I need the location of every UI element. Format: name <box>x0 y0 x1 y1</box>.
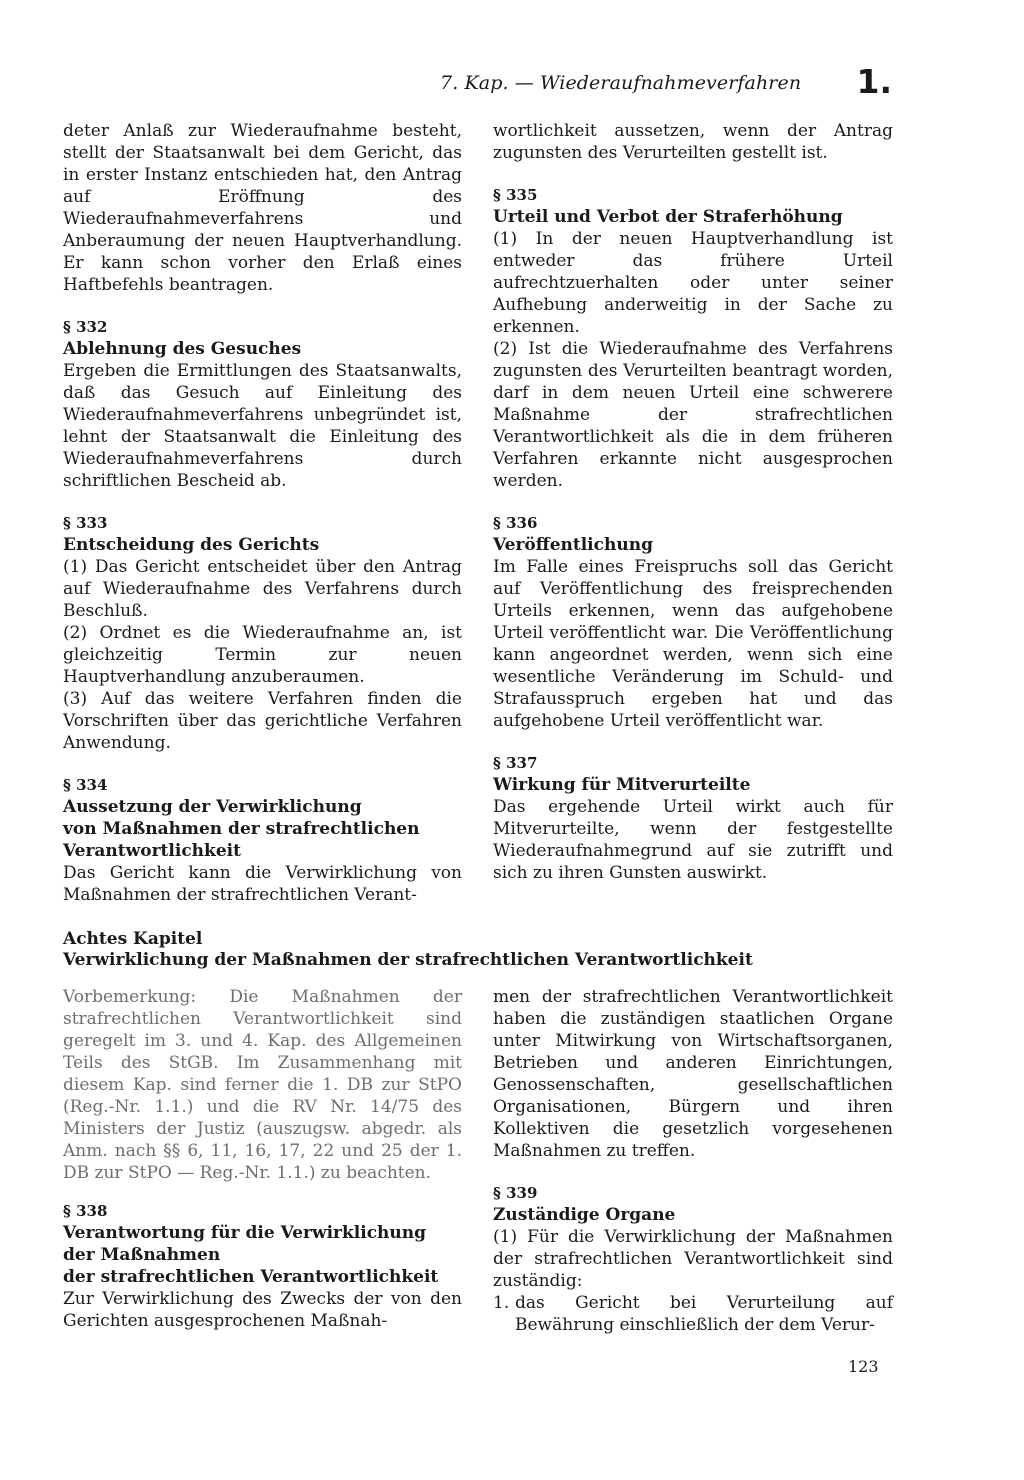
section-336-text: Im Falle eines Freispruchs soll das Gericht auf Veröffentlichung des freisprechenden Urteils erkennen, wenn das aufgehobene Urteil veröffentlicht war. Die Veröffentlichung kann angeordnet werden, wenn sich eine wesentliche Veränderung im Schuld- und Strafausspruch ergeben hat und das aufgehobene Urteil veröffentlicht war. <box>493 557 893 731</box>
section-338-title-line-2: der Maßnahmen <box>63 1245 221 1265</box>
list-item <box>493 1292 893 1336</box>
section-338-number: § 338 <box>63 1202 108 1220</box>
section-339-title: Zuständige Organe <box>493 1205 676 1225</box>
list-item-text: das Gericht bei Verurteilung auf Bewährung einschließlich der dem Verur- <box>515 1293 893 1335</box>
running-header <box>440 62 900 106</box>
section-333-paragraph-2: (2) Ordnet es die Wiederaufnahme an, ist gleichzeitig Termin zur neuen Hauptverhandlung anzuberaumen. <box>63 623 462 687</box>
section-332-number: § 332 <box>63 318 108 336</box>
section-334-text: Das Gericht kann die Verwirklichung von Maßnahmen der strafrechtlichen Verant- <box>63 863 462 905</box>
section-338-title-line-1: Verantwortung für die Verwirklichung <box>63 1223 427 1243</box>
section-338-title-line-3: der strafrechtlichen Verantwortlichkeit <box>63 1267 439 1287</box>
section-333-paragraph-1: (1) Das Gericht entscheidet über den Antrag auf Wiederaufnahme des Verfahrens durch Beschluß. <box>63 557 462 621</box>
chapter-label: Achtes Kapitel <box>63 929 203 949</box>
left-column-bottom <box>63 986 462 1332</box>
chapter-title: Verwirklichung der Maßnahmen der strafrechtlichen Verantwortlichkeit <box>63 950 753 970</box>
section-337-text: Das ergehende Urteil wirkt auch für Mitverurteilte, wenn der festgestellte Wiederaufnahmegrund auf sie zutrifft und sich zu ihren Gunsten auswirkt. <box>493 797 893 883</box>
section-339-number: § 339 <box>493 1184 538 1202</box>
section-334-title-line-1: Aussetzung der Verwirklichung <box>63 797 362 817</box>
chapter-heading <box>63 929 783 971</box>
section-338-text: Zur Verwirklichung des Zwecks der von den Gerichten ausgesprochenen Maßnah- <box>63 1289 462 1331</box>
section-332-title: Ablehnung des Gesuches <box>63 339 302 359</box>
section-335-number: § 335 <box>493 186 538 204</box>
paragraph-continuation: men der strafrechtlichen Verantwortlichkeit haben die zuständigen staatlichen Organe unter Mitwirkung von Wirtschaftsorganen, Betrieben und anderen Einrichtungen, Genossenschaften, gesellschaftlichen Organisationen, Bürgern und ihren Kollektiven die gesetzlich vorgesehenen Maßnahmen zu treffen. <box>493 987 893 1161</box>
section-334-title-line-2: von Maßnahmen der strafrechtlichen <box>63 819 420 839</box>
list-item-number: 1. <box>493 1293 510 1313</box>
header-title: 7. Kap. — Wiederaufnahmeverfahren <box>440 72 802 94</box>
section-335-title: Urteil und Verbot der Straferhöhung <box>493 207 843 227</box>
section-335-paragraph-2: (2) Ist die Wiederaufnahme des Verfahrens zugunsten des Verurteilten beantragt worden, darf in dem neuen Urteil eine schwerere Maßnahme der strafrechtlichen Verantwortlichkeit als die in dem früheren Verfahren erkannte nicht ausgesprochen werden. <box>493 339 893 491</box>
section-332-text: Ergeben die Ermittlungen des Staatsanwalts, daß das Gesuch auf Einleitung des Wiederaufnahmeverfahrens unbegründet ist, lehnt der Staatsanwalt die Einleitung des Wiederaufnahmeverfahrens durch schriftlichen Bescheid ab. <box>63 361 462 491</box>
section-334-number: § 334 <box>63 776 108 794</box>
section-337-number: § 337 <box>493 754 538 772</box>
section-337-title: Wirkung für Mitverurteilte <box>493 775 751 795</box>
section-333-title: Entscheidung des Gerichts <box>63 535 320 555</box>
right-column-bottom <box>493 986 893 1336</box>
section-336-number: § 336 <box>493 514 538 532</box>
header-chapter-number: 1. <box>856 62 892 101</box>
paragraph-continuation: deter Anlaß zur Wiederaufnahme besteht, stellt der Staatsanwalt bei dem Gericht, das in erster Instanz entschieden hat, den Antrag auf Eröffnung des Wiederaufnahmeverfahrens und Anberaumung der neuen Hauptverhandlung. Er kann schon vorher den Erlaß eines Haftbefehls beantragen. <box>63 121 462 295</box>
preliminary-remark: Vorbemerkung: Die Maßnahmen der strafrechtlichen Verantwortlichkeit sind geregelt im 3. und 4. Kap. des Allgemeinen Teils des StGB. Im Zusammenhang mit diesem Kap. sind ferner die 1. DB zur StPO (Reg.-Nr. 1.1.) und die RV Nr. 14/75 des Ministers der Justiz (auszugsw. abgedr. als Anm. nach §§ 6, 11, 16, 17, 22 und 25 der 1. DB zur StPO — Reg.-Nr. 1.1.) zu beachten. <box>63 987 462 1183</box>
page-number: 123 <box>848 1357 879 1376</box>
section-339-paragraph-1: (1) Für die Verwirklichung der Maßnahmen der strafrechtlichen Verantwortlichkeit sind zuständig: <box>493 1227 893 1291</box>
section-333-number: § 333 <box>63 514 108 532</box>
section-336-title: Veröffentlichung <box>493 535 653 555</box>
paragraph-continuation: wortlichkeit aussetzen, wenn der Antrag zugunsten des Verurteilten gestellt ist. <box>493 121 893 163</box>
section-333-paragraph-3: (3) Auf das weitere Verfahren finden die Vorschriften über das gerichtliche Verfahren Anwendung. <box>63 689 462 753</box>
section-335-paragraph-1: (1) In der neuen Hauptverhandlung ist entweder das frühere Urteil aufrechtzuerhalten oder unter seiner Aufhebung anderweitig in der Sache zu erkennen. <box>493 229 893 337</box>
right-column-top <box>493 120 893 884</box>
left-column-top <box>63 120 462 906</box>
section-334-title-line-3: Verantwortlichkeit <box>63 841 241 861</box>
